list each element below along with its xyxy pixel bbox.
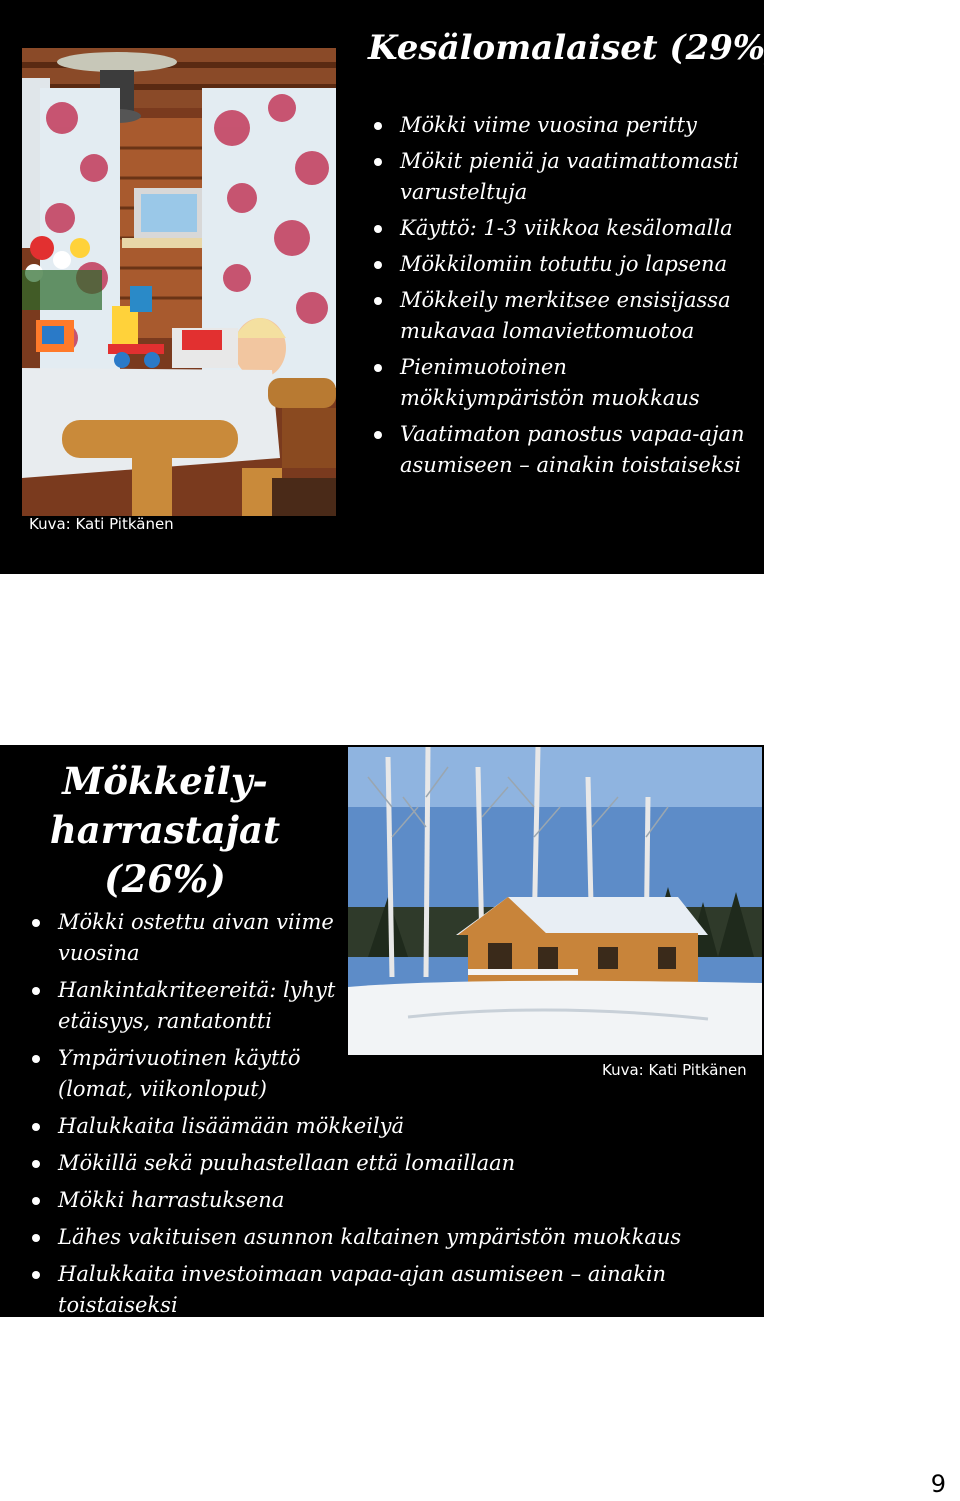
bullet-icon [374,158,382,166]
bullet-icon [374,122,382,130]
slide-title: Kesälomalaiset (29%) [368,28,782,68]
slide-cottage-hobbyists [0,745,764,1317]
bullet-text: Mökkeily merkitsee ensisijassa mukavaa lomaviettomuotoa [400,288,731,343]
bullet-icon [32,1234,40,1242]
bullet-text: Käyttö: 1-3 viikkoa kesälomalla [400,216,733,240]
list-item [58,907,338,969]
page-number: 9 [930,1470,946,1498]
bullet-text: Hankintakriteereitä: lyhyt etäisyys, rantatontti [58,978,336,1033]
slide-title: Mökkeily-harrastajat (26%) [49,759,281,901]
list-item [58,1185,718,1216]
list-item [400,249,745,280]
list-item [400,352,745,414]
bullet-list [58,907,718,1327]
bullet-text: Mökit pieniä ja vaatimattomasti varusteltuja [400,149,739,204]
bullet-icon [374,261,382,269]
bullet-text: Mökki viime vuosina peritty [400,113,697,137]
bullet-icon [32,919,40,927]
bullet-text: Mökki ostettu aivan viime vuosina [58,910,334,965]
bullet-icon [32,1160,40,1168]
bullet-icon [32,987,40,995]
bullet-text: Halukkaita investoimaan vapaa-ajan asumiseen – ainakin toistaiseksi [58,1262,667,1317]
list-item [58,1259,678,1321]
bullet-text: Mökkilomiin totuttu jo lapsena [400,252,728,276]
bullet-list [400,110,745,486]
list-item [58,1111,718,1142]
bullet-text: Mökki harrastuksena [58,1188,285,1212]
bullet-text: Pienimuotoinen mökkiympäristön muokkaus [400,355,700,410]
bullet-text: Lähes vakituisen asunnon kaltainen ympäristön muokkaus [58,1225,682,1249]
bullet-icon [32,1197,40,1205]
bullet-icon [374,297,382,305]
bullet-text: Mökillä sekä puuhastellaan että lomaillaan [58,1151,516,1175]
cottage-interior-illustration [22,48,336,516]
list-item [58,1222,718,1253]
cottage-interior-photo [22,48,336,516]
list-item [58,975,338,1037]
list-item [400,146,745,208]
list-item [58,1043,338,1105]
bullet-icon [32,1271,40,1279]
list-item [400,213,745,244]
list-item [58,1148,718,1179]
bullet-text: Vaatimaton panostus vapaa-ajan asumiseen – ainakin toistaiseksi [400,422,745,477]
list-item [400,285,745,347]
photo-credit: Kuva: Kati Pitkänen [29,515,174,533]
bullet-icon [32,1055,40,1063]
slide-summer-vacationers [0,0,782,574]
photo-credit: Kuva: Kati Pitkänen [602,1061,747,1079]
bullet-icon [32,1123,40,1131]
list-item [400,419,745,481]
bullet-text: Ympärivuotinen käyttö (lomat, viikonloput) [58,1046,301,1101]
bullet-icon [374,364,382,372]
list-item [400,110,745,141]
bullet-icon [374,431,382,439]
bullet-text: Halukkaita lisäämään mökkeilyä [58,1114,405,1138]
bullet-icon [374,225,382,233]
